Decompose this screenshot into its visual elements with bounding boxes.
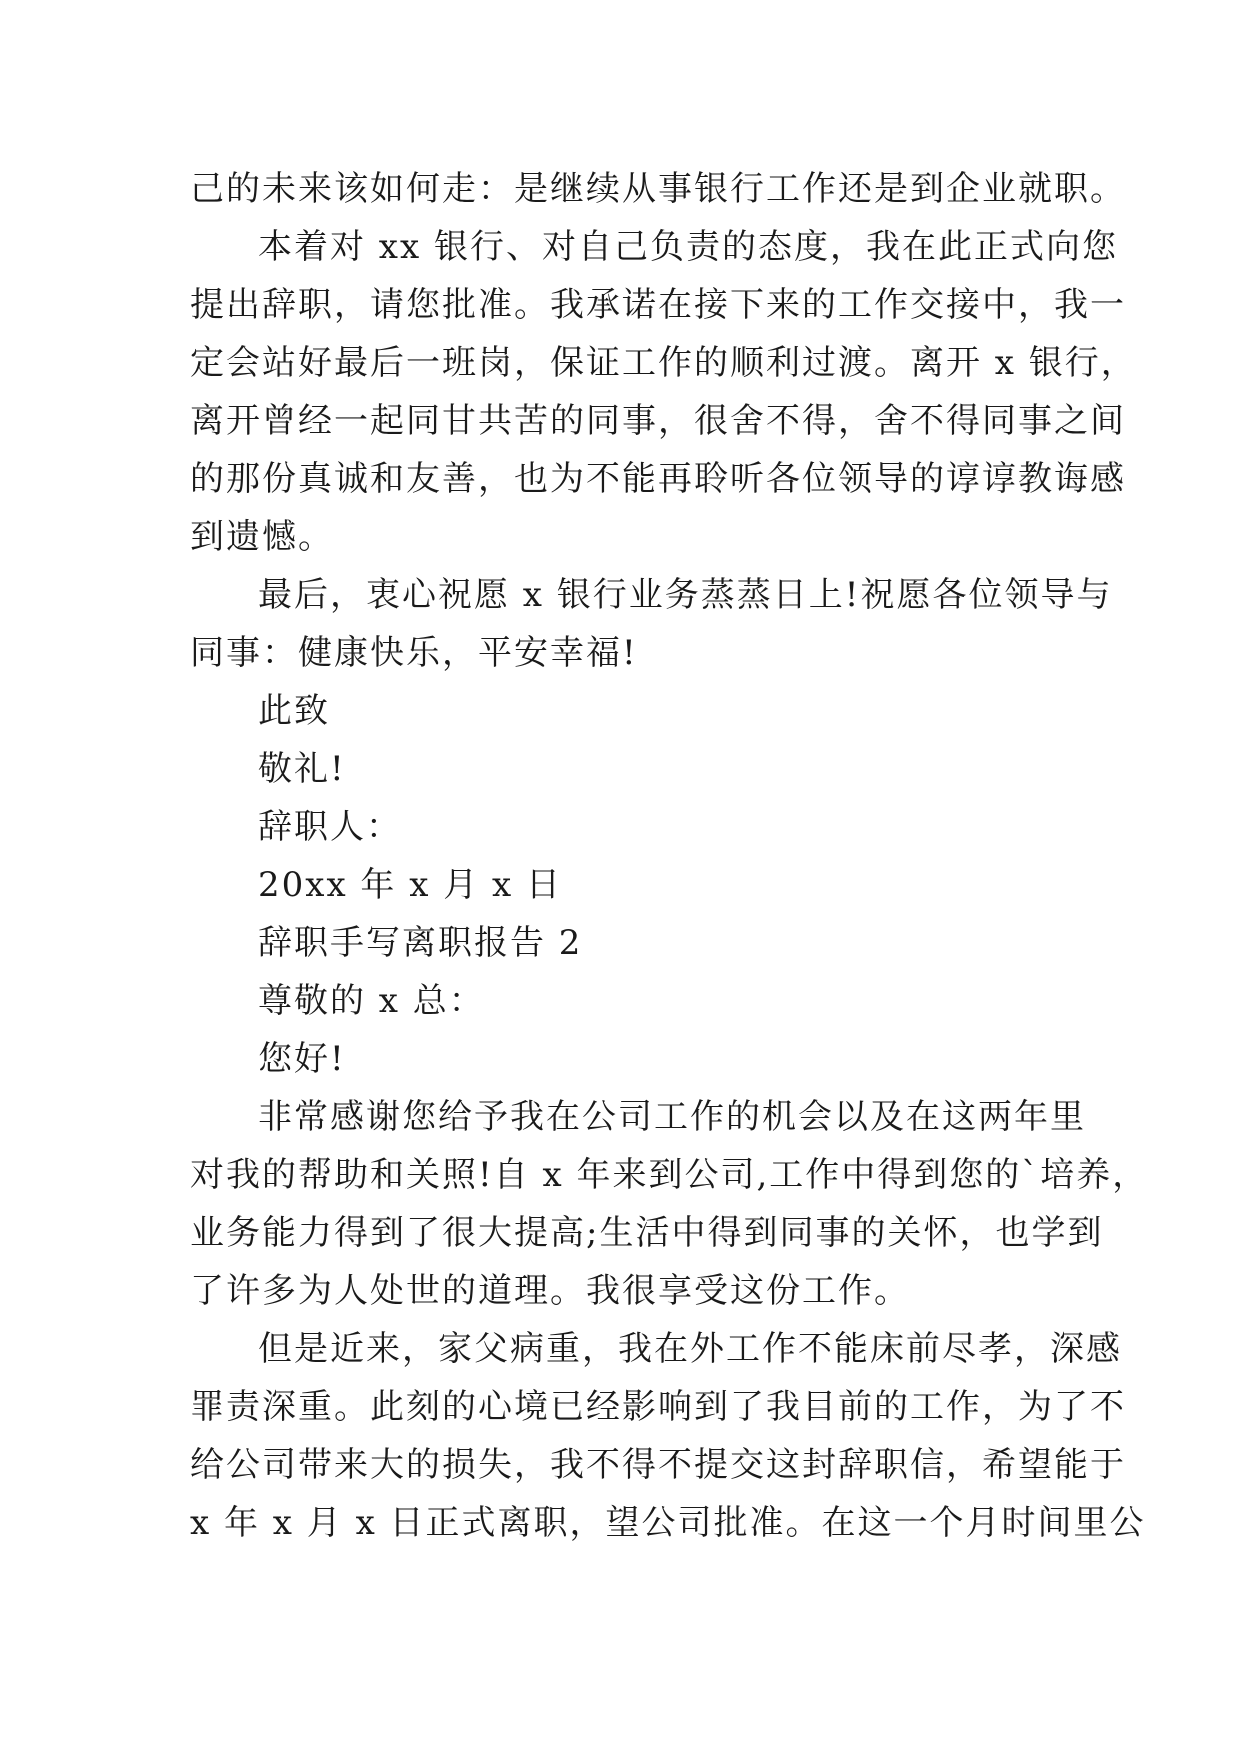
- text-line: x 年 x 月 x 日正式离职，望公司批准。在这一个月时间里公: [190, 1503, 1146, 1543]
- text-line: 同事：健康快乐，平安幸福!: [190, 633, 638, 673]
- text-line: 对我的帮助和关照!自 x 年来到公司,工作中得到您的`培养，: [190, 1155, 1149, 1195]
- text-line: 但是近来，家父病重，我在外工作不能床前尽孝，深感: [258, 1329, 1122, 1369]
- text-line: 了许多为人处世的道理。我很享受这份工作。: [190, 1271, 910, 1311]
- text-line: 非常感谢您给予我在公司工作的机会以及在这两年里: [258, 1097, 1086, 1137]
- text-line: 到遗憾。: [190, 517, 334, 557]
- text-line: 最后，衷心祝愿 x 银行业务蒸蒸日上!祝愿各位领导与: [258, 575, 1113, 615]
- closing-regards: 敬礼!: [258, 749, 346, 789]
- text-line: 业务能力得到了很大提高;生活中得到同事的关怀，也学到: [190, 1213, 1104, 1253]
- greeting: 您好!: [258, 1039, 346, 1079]
- section-title: 辞职手写离职报告 2: [258, 923, 583, 963]
- text-line: 本着对 xx 银行、对自己负责的态度，我在此正式向您: [258, 227, 1118, 267]
- text-line: 给公司带来大的损失，我不得不提交这封辞职信，希望能于: [190, 1445, 1126, 1485]
- resignation-letter-text: [190, 160, 1149, 1552]
- text-line: 定会站好最后一班岗，保证工作的顺利过渡。离开 x 银行，: [190, 343, 1137, 383]
- text-line: 离开曾经一起同甘共苦的同事，很舍不得，舍不得同事之间: [190, 401, 1126, 441]
- text-line: 己的未来该如何走：是继续从事银行工作还是到企业就职。: [190, 169, 1126, 209]
- closing-salutation: 此致: [258, 691, 330, 731]
- recipient-greeting: 尊敬的 x 总：: [258, 981, 485, 1021]
- signer-label: 辞职人：: [258, 807, 402, 847]
- date-line: 20xx 年 x 月 x 日: [258, 865, 563, 905]
- text-line: 的那份真诚和友善，也为不能再聆听各位领导的谆谆教诲感: [190, 459, 1126, 499]
- text-line: 提出辞职，请您批准。我承诺在接下来的工作交接中，我一: [190, 285, 1126, 325]
- text-line: 罪责深重。此刻的心境已经影响到了我目前的工作，为了不: [190, 1387, 1126, 1427]
